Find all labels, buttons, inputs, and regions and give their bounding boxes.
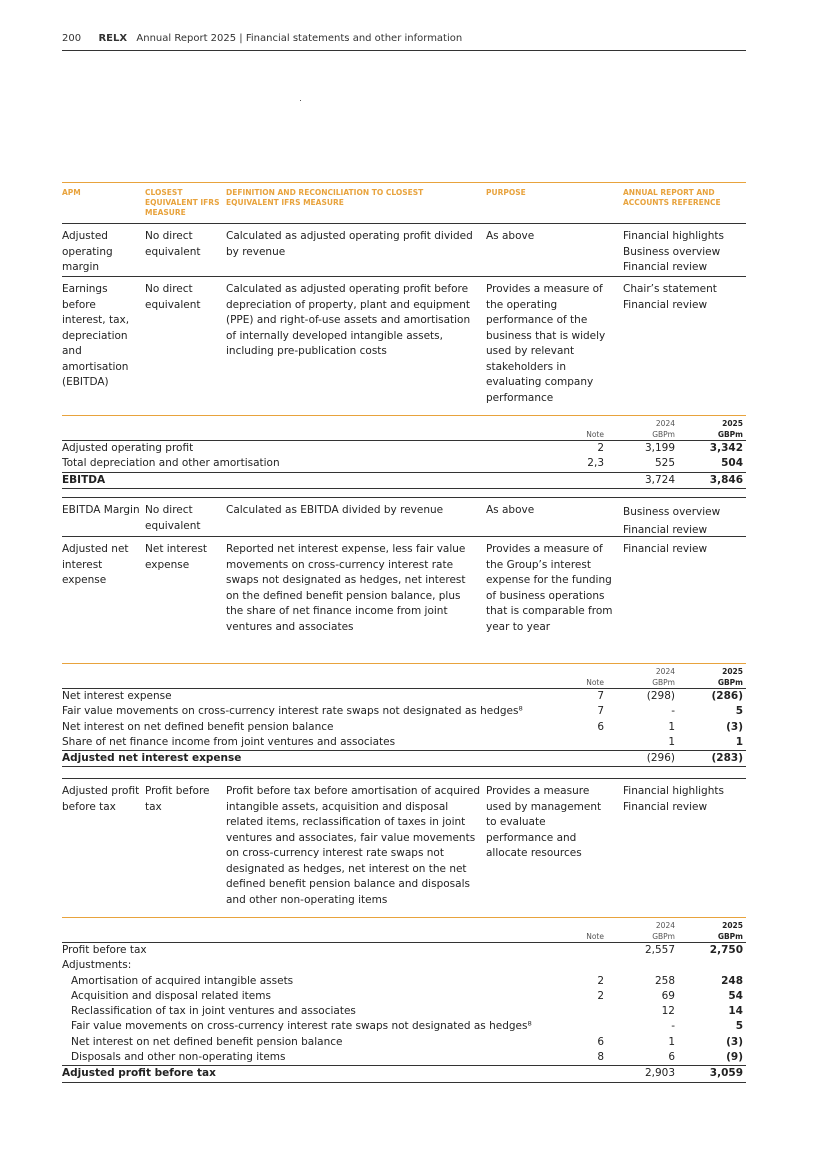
- apm-equivalent: Net interest expense: [145, 543, 208, 571]
- row-2024: 3,199: [644, 442, 675, 454]
- row-2025: 5: [735, 1020, 743, 1033]
- apm-equivalent: Profit before tax: [145, 785, 210, 813]
- row-label: Disposals and other non-operating items: [71, 1051, 286, 1064]
- row-label: Reclassification of tax in joint ventures and associates: [71, 1005, 356, 1018]
- col-equivalent-header: CLOSEST EQUIVALENT IFRS MEASURE: [145, 188, 220, 217]
- row-2024: (296): [646, 752, 675, 765]
- apm-name: Adjusted net interest expense: [62, 543, 129, 586]
- apm-reference: Financial highlights Business overview Financial review: [623, 230, 724, 273]
- table-row: [62, 1035, 746, 1050]
- row-2025: (286): [711, 690, 743, 702]
- apm-equivalent: No direct equivalent: [145, 504, 201, 532]
- row-label: Amortisation of acquired intangible assets: [71, 974, 294, 987]
- row-label: Fair value movements on cross-currency interest rate swaps not designated as hedges⁸: [71, 1020, 532, 1033]
- pbt-reconciliation-table: [62, 917, 746, 1083]
- row-2024: 1: [668, 735, 675, 748]
- row-2024: 2,557: [644, 944, 675, 956]
- row-label: Adjusted operating profit: [62, 442, 194, 454]
- year-2024-header: 2024: [655, 667, 675, 676]
- unit-2024-header: GBPm: [652, 678, 675, 687]
- table-row: [62, 720, 746, 735]
- table-row: [62, 974, 746, 989]
- stray-dot: [300, 100, 301, 101]
- row-label: Adjusted profit before tax: [62, 1067, 216, 1080]
- table-total-row: [62, 472, 746, 489]
- note-header: Note: [586, 678, 604, 687]
- row-2025: 3,846: [709, 473, 743, 486]
- col-definition-header: DEFINITION AND RECONCILIATION TO CLOSEST EQUIVALENT IFRS MEASURE: [226, 188, 424, 207]
- year-2024-header: 2024: [655, 419, 675, 428]
- table-row: [62, 456, 746, 471]
- apm-purpose: Provides a measure used by management to evaluate performance and allocate resources: [486, 785, 602, 859]
- apm-definition: Reported net interest expense, less fair value movements on cross-currency interest rate swaps not designated as hedges, net interest on the defined benefit pension balance, plus the share of net finance income from joint ventures and associates: [226, 543, 466, 633]
- table-total-row: [62, 1065, 746, 1082]
- brand-name: RELX: [98, 33, 128, 44]
- row-2025: 14: [728, 1005, 743, 1018]
- row-2024: 6: [668, 1051, 675, 1064]
- year-2024-header: 2024: [655, 921, 675, 930]
- apm-name: Adjusted operating margin: [62, 230, 113, 273]
- row-note: 8: [597, 1051, 604, 1064]
- apm-row: [62, 277, 746, 407]
- row-2025: 3,342: [709, 442, 743, 454]
- net-interest-reconciliation-table: [62, 663, 746, 767]
- table-row: [62, 943, 746, 958]
- apm-reference: Business overview Financial review: [623, 506, 721, 536]
- col-purpose-header: PURPOSE: [486, 188, 526, 197]
- apm-purpose: Provides a measure of the Group’s interest expense for the funding of business operations that is comparable from year to year: [486, 543, 613, 633]
- table-header: [62, 918, 746, 943]
- note-header: Note: [586, 430, 604, 439]
- apm-purpose: As above: [486, 504, 535, 516]
- apm-table-2: [62, 497, 746, 662]
- row-note: 7: [597, 705, 604, 718]
- row-label: Adjustments:: [62, 959, 132, 972]
- report-title: Annual Report 2025 | Financial statements and other information: [136, 33, 463, 44]
- ebitda-reconciliation-table: [62, 415, 746, 489]
- apm-row: [62, 498, 746, 537]
- row-2025: 504: [721, 457, 743, 470]
- row-label: Adjusted net interest expense: [62, 752, 242, 765]
- apm-name: EBITDA Margin: [62, 504, 140, 516]
- row-note: 2: [597, 442, 604, 454]
- row-label: Share of net finance income from joint ventures and associates: [62, 735, 396, 748]
- row-2025: (3): [726, 1035, 743, 1048]
- row-2025: 1: [735, 735, 743, 748]
- row-2025: (9): [726, 1051, 743, 1064]
- table-total-row: [62, 750, 746, 767]
- row-2024: 12: [661, 1005, 675, 1018]
- apm-header-row: [62, 183, 746, 224]
- table-header: [62, 416, 746, 441]
- apm-purpose: Provides a measure of the operating performance of the business that is widely used by relevant stakeholders in evaluating company performance: [486, 283, 606, 404]
- row-note: 7: [597, 690, 604, 702]
- row-2024: -: [671, 705, 675, 718]
- row-note: 2: [597, 989, 604, 1002]
- row-2024: 3,724: [644, 473, 675, 486]
- row-note: 6: [597, 1035, 604, 1048]
- table-row: [62, 704, 746, 719]
- row-label: Net interest on net defined benefit pension balance: [62, 720, 334, 733]
- row-2025: (283): [711, 752, 743, 765]
- table-header: [62, 664, 746, 689]
- page-header: [62, 32, 746, 51]
- row-2024: (298): [646, 690, 675, 702]
- row-2024: 69: [661, 989, 675, 1002]
- row-label: Net interest expense: [62, 690, 172, 702]
- row-label: Profit before tax: [62, 944, 147, 956]
- row-2024: 2,903: [644, 1067, 675, 1080]
- row-label: Acquisition and disposal related items: [71, 989, 271, 1002]
- table-row: [62, 989, 746, 1004]
- row-note: 6: [597, 720, 604, 733]
- apm-name: Earnings before interest, tax, depreciation and amortisation (EBITDA): [62, 283, 130, 388]
- table-row: [62, 689, 746, 704]
- table-row: [62, 1004, 746, 1019]
- apm-equivalent: No direct equivalent: [145, 283, 201, 311]
- row-label: EBITDA: [62, 473, 106, 486]
- row-label: Total depreciation and other amortisation: [62, 457, 280, 470]
- apm-equivalent: No direct equivalent: [145, 230, 201, 258]
- unit-2025-header: GBPm: [717, 932, 743, 941]
- col-reference-header: ANNUAL REPORT AND ACCOUNTS REFERENCE: [623, 188, 721, 207]
- row-note: 2: [597, 974, 604, 987]
- apm-definition: Calculated as adjusted operating profit before depreciation of property, plant and equipment (PPE) and right-of-use assets and amortisation of internally developed intangible assets, including pre-publication costs: [226, 283, 471, 357]
- row-note: 2,3: [587, 457, 604, 470]
- apm-reference: Financial review: [623, 543, 708, 555]
- table-row: [62, 1050, 746, 1065]
- adjustments-label-row: [62, 958, 746, 973]
- apm-definition: Calculated as EBITDA divided by revenue: [226, 504, 444, 516]
- row-2024: -: [671, 1020, 675, 1033]
- apm-definition: Calculated as adjusted operating profit divided by revenue: [226, 230, 473, 258]
- row-2024: 1: [668, 1035, 675, 1048]
- apm-table-1: [62, 182, 746, 407]
- page-number: 200: [62, 33, 82, 44]
- year-2025-header: 2025: [722, 419, 743, 428]
- unit-2025-header: GBPm: [717, 678, 743, 687]
- row-2025: 248: [721, 974, 743, 987]
- row-2025: 3,059: [709, 1067, 743, 1080]
- row-2025: 5: [735, 705, 743, 718]
- apm-row: [62, 779, 746, 917]
- row-2025: 54: [728, 989, 743, 1002]
- apm-name: Adjusted profit before tax: [62, 785, 140, 813]
- apm-row: [62, 224, 746, 277]
- unit-2024-header: GBPm: [652, 430, 675, 439]
- unit-2024-header: GBPm: [652, 932, 675, 941]
- row-2025: 2,750: [709, 944, 743, 956]
- table-row: [62, 441, 746, 456]
- row-2024: 525: [654, 457, 675, 470]
- year-2025-header: 2025: [722, 921, 743, 930]
- year-2025-header: 2025: [722, 667, 743, 676]
- unit-2025-header: GBPm: [717, 430, 743, 439]
- row-label: Fair value movements on cross-currency interest rate swaps not designated as hedges⁸: [62, 705, 523, 718]
- apm-definition: Profit before tax before amortisation of acquired intangible assets, acquisition and disposal related items, reclassification of taxes in joint ventures and associates, fair value movements on cross-currency interest rate swaps not designated as hedges, net interest on the net defined benefit pension balance and disposals and other non-operating items: [226, 785, 480, 906]
- apm-table-3: [62, 778, 746, 917]
- row-2024: 258: [654, 974, 675, 987]
- row-2025: (3): [726, 720, 743, 733]
- table-row: [62, 1019, 746, 1034]
- row-label: Net interest on net defined benefit pension balance: [71, 1035, 343, 1048]
- col-apm-header: APM: [62, 188, 81, 197]
- apm-purpose: As above: [486, 230, 535, 242]
- table-row: [62, 735, 746, 750]
- note-header: Note: [586, 932, 604, 941]
- row-2024: 1: [668, 720, 675, 733]
- apm-reference: Chair’s statement Financial review: [623, 283, 717, 311]
- apm-row: [62, 537, 746, 662]
- apm-reference: Financial highlights Financial review: [623, 785, 724, 813]
